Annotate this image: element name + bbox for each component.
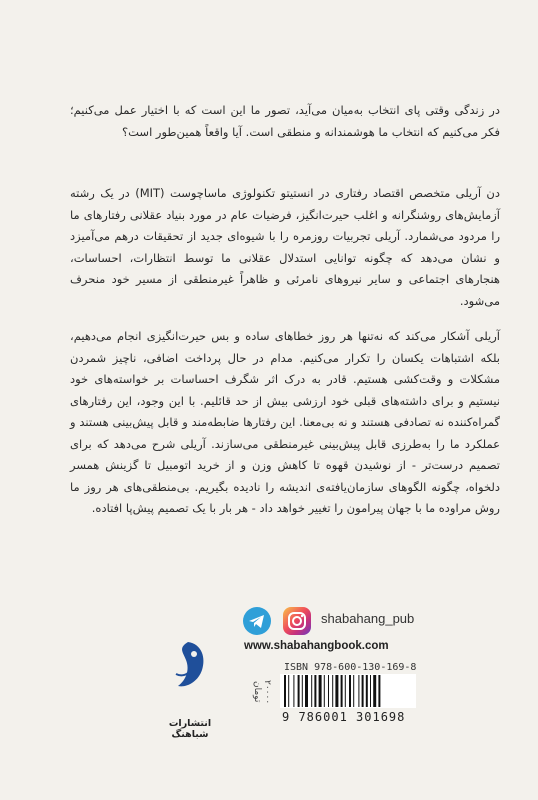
isbn-label: ISBN 978-600-130-169-8 <box>284 662 417 673</box>
price-label: ۲۰۰۰۰ تومان <box>252 679 272 705</box>
shabahang-logo-icon <box>168 640 208 690</box>
social-links <box>243 605 443 637</box>
publisher-name: انتشارات شباهنگ <box>168 718 212 740</box>
instagram-icon <box>283 607 311 635</box>
blurb-paragraph-2: دن آریلی متخصص اقتصاد رفتاری در انستیتو تکنولوژی ماساچوست (MIT) در یک رشته آزمایش‌های روشنگرانه و اغلب حیرت‌انگیز، فرضیات عام در مورد بنیاد عقلانی رفتارهای ما را مردود می‌شمارد. آریلی تجربیات روزمره را با شیوه‌ای جدید از تحقیقات درهم می‌آمیزد و نشان می‌دهد که چگونه توانایی استدلال عقلانی ما توسط انتظارات، احساسات، هنجارهای اجتماعی و سایر نیروهای نامرئی و ظاهراً غیرمنطقی از مسیر خود منحرف می‌شود. <box>70 186 500 308</box>
website-url: www.shabahangbook.com <box>244 640 389 652</box>
blurb-paragraph-1: در زندگی وقتی پای انتخاب به‌میان می‌آید، تصور ما این است که با اختیار عمل می‌کنیم؛ فکر می‌کنیم که انتخاب ما هوشمندانه و منطقی است. آیا واقعاً همین‌طور است؟ <box>70 103 500 139</box>
instagram-handle: shabahang_pub <box>321 611 415 626</box>
telegram-icon <box>243 607 271 635</box>
blurb-paragraph-3: آریلی آشکار می‌کند که نه‌تنها هر روز خطاهای ساده و بس حیرت‌انگیزی انجام می‌دهیم، بلکه اشتباهات یکسان را تکرار می‌کنیم. مدام در حال پرداخت اضافی، ناچیز شمردن مشکلات و وقت‌کشی هستیم. قادر به درک اثر شگرف احساسات بر خواسته‌های خود نیستیم و برای داشته‌های قبلی خود ارزشی بیش از حد قائلیم. با این وجود، این رفتارهای گمراه‌کننده نه تصادفی هستند و نه بی‌معنا. این رفتارها ضابطه‌مند و قابل پیش‌بینی هستند و عملکرد ما را به‌طرزی قابل پیش‌بینی غیرمنطقی می‌سازند. آریلی شرح می‌دهد که برای تصمیم درست‌تر - از نوشیدن قهوه تا کاهش وزن و از خرید اتومبیل تا گزینش همسر دلخواه، چگونه الگوهای سازمان‌یافته‌ی اندیشه را نادیده بگیریم. بی‌منطقی‌های هر روز ما روش مراوده ما با جهان پیرامون را تغییر خواهد داد - هر بار با یک تصمیم پیش‌پا افتاده. <box>70 329 500 515</box>
barcode-number: 9 786001 301698 <box>282 710 406 724</box>
barcode <box>280 674 416 708</box>
